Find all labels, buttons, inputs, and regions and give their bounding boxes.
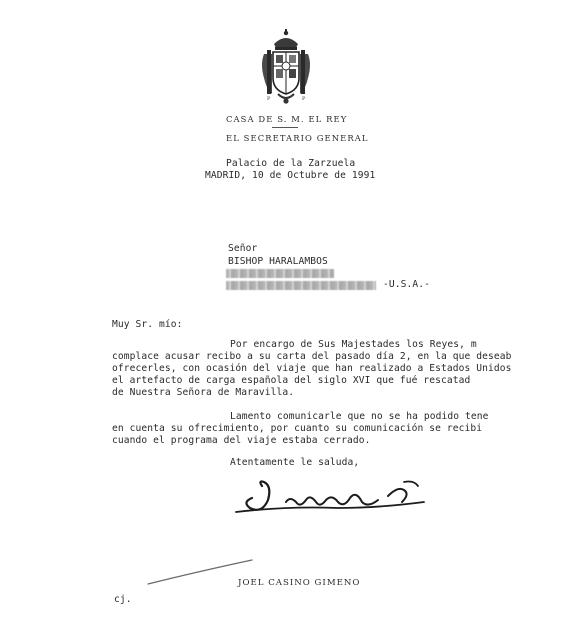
redacted-address-line-2 bbox=[226, 281, 376, 290]
paragraph-2-line: Lamento comunicarle que no se ha podido tene bbox=[230, 411, 489, 422]
paragraph-1-line: el artefacto de carga española del siglo XVI que fué rescatad bbox=[112, 375, 471, 386]
recipient-title: Señor bbox=[228, 243, 258, 254]
recipient-name: BISHOP HARALAMBOS bbox=[228, 256, 328, 267]
letterhead-office: EL SECRETARIO GENERAL bbox=[226, 133, 369, 143]
paragraph-1-line: ofrecerles, con ocasión del viaje que han realizado a Estados Unidos bbox=[112, 363, 512, 374]
closing: Atentamente le saluda, bbox=[230, 457, 360, 468]
paragraph-1-line: Por encargo de Sus Majestades los Reyes, m bbox=[230, 339, 477, 350]
signatory-name: JOEL CASINO GIMENO bbox=[238, 578, 361, 588]
paragraph-1-line: de Nuestra Señora de Maravilla. bbox=[112, 387, 295, 398]
recipient-country: -U.S.A.- bbox=[383, 279, 431, 290]
svg-text:P: P bbox=[302, 96, 306, 102]
handwritten-signature bbox=[228, 472, 448, 524]
paragraph-2-line: en cuenta su ofrecimiento, por cuanto su comunicación se recibi bbox=[112, 423, 483, 434]
typist-initials: cj. bbox=[114, 594, 132, 605]
redacted-address-line-1 bbox=[226, 269, 334, 278]
paragraph-2-line: cuando el programa del viaje estaba cerrado. bbox=[112, 435, 371, 446]
svg-text:P: P bbox=[267, 96, 271, 102]
salutation: Muy Sr. mío: bbox=[112, 319, 183, 330]
royal-coat-of-arms-icon bbox=[258, 28, 314, 106]
city-date-line: MADRID, 10 de Octubre de 1991 bbox=[205, 170, 376, 181]
palace-line: Palacio de la Zarzuela bbox=[226, 158, 356, 169]
letterhead-divider bbox=[272, 127, 298, 128]
paragraph-1-line: complace acusar recibo a su carta del pasado día 2, en la que deseab bbox=[112, 351, 512, 362]
letterhead-institution: CASA DE S. M. EL REY bbox=[226, 114, 348, 124]
